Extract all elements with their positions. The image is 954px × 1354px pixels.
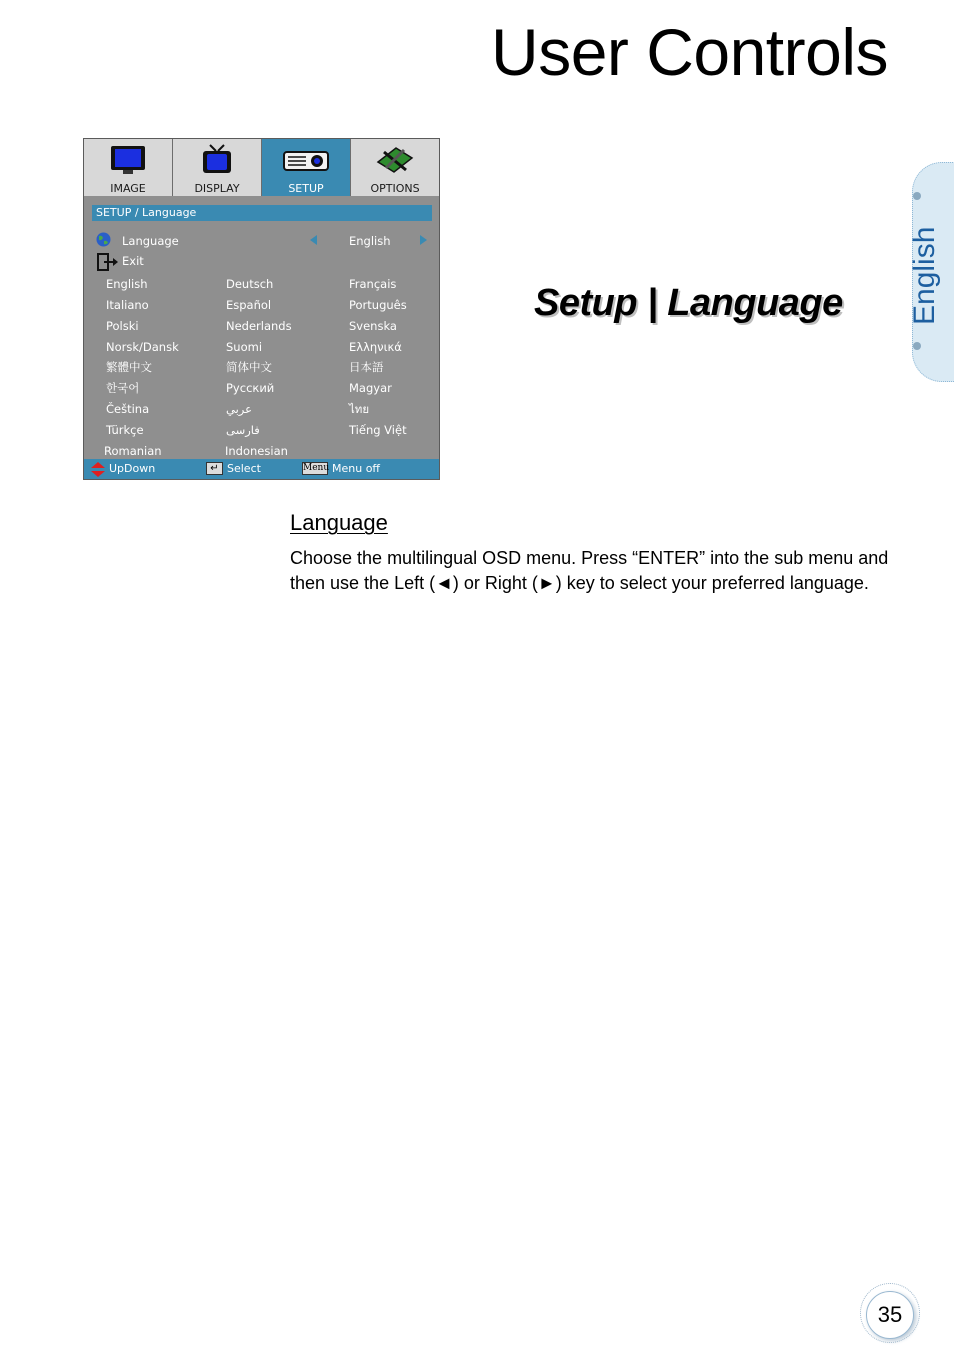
language-option[interactable]: Indonesian (225, 444, 288, 458)
arrow-left-icon[interactable] (310, 235, 317, 245)
language-option[interactable]: Русский (226, 381, 275, 395)
updown-icon (91, 462, 105, 480)
tab-label: IMAGE (110, 182, 146, 195)
language-option[interactable]: Suomi (226, 340, 263, 354)
projector-icon (282, 144, 330, 180)
tv-icon (198, 144, 236, 180)
exit-label[interactable]: Exit (122, 254, 144, 268)
footer-updown-label: UpDown (109, 462, 156, 475)
language-option[interactable]: Čeština (106, 402, 150, 416)
breadcrumb: SETUP / Language (92, 205, 432, 221)
tab-label: DISPLAY (194, 182, 240, 195)
language-option[interactable]: Nederlands (226, 319, 292, 333)
tab-setup[interactable] (262, 139, 351, 196)
osd-footer (84, 459, 439, 479)
language-option[interactable]: Romanian (104, 444, 162, 458)
tab-label: SETUP (288, 182, 324, 195)
language-option[interactable]: Ελληνικά (349, 340, 402, 354)
monitor-icon (109, 144, 147, 180)
page-title: User Controls (491, 15, 888, 89)
globe-icon (96, 232, 111, 251)
language-option[interactable]: Svenska (349, 319, 397, 333)
language-option[interactable]: 日本語 (349, 360, 384, 374)
language-option[interactable]: 简体中文 (226, 360, 272, 374)
side-tab-label: English (908, 226, 941, 326)
osd-tab-bar (84, 139, 439, 196)
menu-key-icon: Menu (303, 463, 330, 473)
language-option[interactable]: Norsk/Dansk (106, 340, 179, 354)
tab-label: OPTIONS (370, 182, 420, 195)
tab-image[interactable] (84, 139, 173, 196)
language-option[interactable]: Türkçe (106, 423, 144, 437)
enter-key-icon: ↵ (206, 462, 223, 475)
osd-menu (83, 138, 440, 480)
page-number: 35 (866, 1291, 914, 1339)
description-body: Choose the multilingual OSD menu. Press “ENTER” into the sub menu and then use the Left (◄) or Right (►) key to select your preferred language. (290, 548, 889, 593)
language-option[interactable]: Español (226, 298, 272, 312)
footer-select-label: Select (227, 462, 261, 475)
language-option[interactable]: Deutsch (226, 277, 274, 291)
language-option[interactable]: فارسی (226, 423, 260, 437)
side-tab-dot-top (913, 192, 921, 200)
language-option[interactable]: 繁體中文 (106, 360, 152, 374)
tab-options[interactable] (351, 139, 439, 196)
language-setting-label[interactable]: Language (122, 234, 179, 248)
language-option[interactable]: Português (349, 298, 407, 312)
language-option[interactable]: ไทย (349, 402, 370, 416)
exit-icon (97, 253, 119, 275)
language-option[interactable]: Tiếng Việt (349, 423, 407, 437)
language-option[interactable]: Polski (106, 319, 139, 333)
tools-icon (374, 144, 416, 180)
section-heading: Setup | Language (534, 282, 843, 324)
language-option[interactable]: English (106, 277, 148, 291)
language-option[interactable]: عربي (226, 402, 252, 416)
arrow-right-icon[interactable] (420, 235, 427, 245)
description-title (258, 510, 388, 536)
language-option[interactable]: Italiano (106, 298, 149, 312)
language-option[interactable]: 한국어 (106, 381, 140, 395)
language-option[interactable]: Magyar (349, 381, 392, 395)
footer-menu-off-label: Menu off (332, 462, 381, 475)
language-option[interactable]: Français (349, 277, 397, 291)
language-setting-value: English (349, 234, 391, 248)
tab-display[interactable] (173, 139, 262, 196)
side-tab-dot-bottom (913, 342, 921, 350)
description-title-text: Language (290, 510, 388, 535)
